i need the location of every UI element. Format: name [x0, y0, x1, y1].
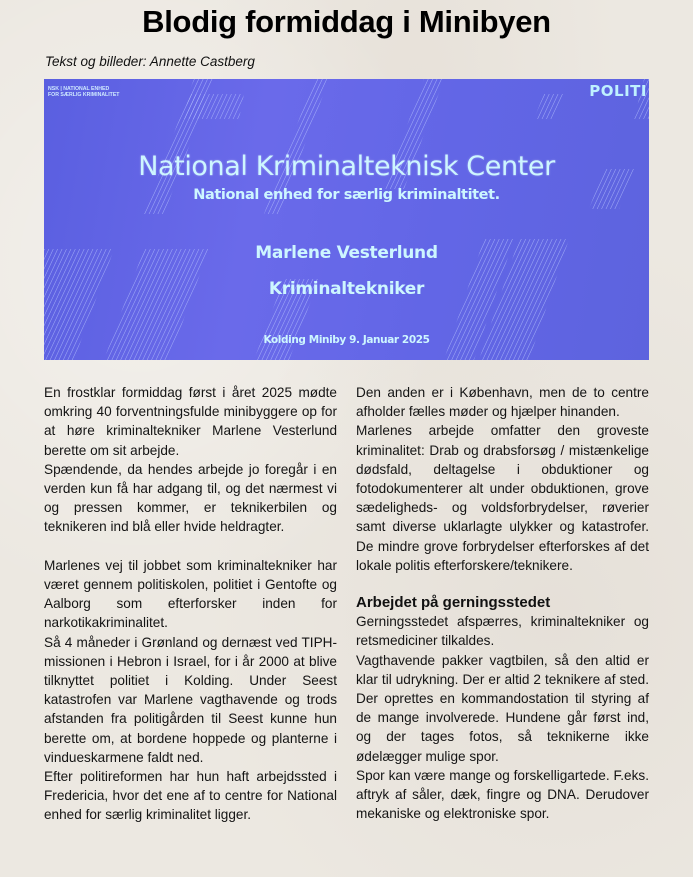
paragraph: Gerningsstedet afspærres, kriminaltekniker og retsmediciner tilkaldes. — [356, 614, 649, 649]
slide-heading: National Kriminalteknisk Center — [138, 151, 555, 182]
slide-event-date: Kolding Miniby 9. Januar 2025 — [263, 334, 430, 346]
stripe-band — [184, 94, 244, 119]
paragraph: En frostklar formiddag først i året 2025 mødte omkring 40 forventningsfulde minibyggere op for at høre kriminaltekniker Marlene Vesterlund berette om sit arbejde. — [44, 385, 337, 458]
paragraph: Marlenes vej til jobbet som kriminaltekniker har været gennem politiskolen, politiet i Gentofte og Aalborg som efterforsker inden for narkotikakriminalitet. — [44, 557, 337, 631]
slide-speaker-name: Marlene Vesterlund — [255, 243, 438, 263]
paragraph-spacer — [44, 537, 337, 556]
paragraph: Vagthavende pakker vagtbilen, så den altid er klar til udrykning. Der er altid 2 teknikere af sted. Der oprettes en kommandostation til styring af de mange involverede. Hundene går først ind, og der tages fotos, så teknikerne ikke ødelægger mulige spor. — [356, 652, 649, 764]
slide-org-label — [48, 86, 128, 98]
slide-subheading: National enhed for særlig kriminaltitet. — [193, 187, 500, 203]
paragraph: Spor kan være mange og forskelligartede. F.eks. aftryk af såler, dæk, fingre og DNA. Derudover mekaniske og elektroniske spor. — [356, 767, 649, 822]
paragraph: Så 4 måneder i Grønland og dernæst ved TIPH-missionen i Hebron i Israel, for i år 2000 at blive tilknyttet politiet i Kolding. Under Seest katastrofen var Marlene vagthavende og trods afstanden fra politigården til Seest kunne hun berette om, at bordene hoppede og planterne i vindueskarmene faldt ned. — [44, 634, 337, 765]
article-byline: Tekst og billeder: Annette Castberg — [45, 54, 255, 69]
article-title: Blodig formiddag i Minibyen — [142, 4, 551, 39]
slide-stripe-pattern — [44, 79, 649, 360]
paragraph: Spændende, da hendes arbejde jo foregår i en verden kun få har adgang til, og det nærmest vi og pressen kommer, er teknikerbilen og teknikeren ind blå eller hvide heldragter. — [44, 461, 337, 535]
stripe-band — [534, 94, 564, 119]
slide-speaker-role: Kriminaltekniker — [268, 279, 425, 299]
slide-org-line2: FOR SÆRLIG KRIMINALITET — [48, 92, 120, 98]
slide-org-line1: NSK | NATIONAL ENHED — [48, 86, 110, 92]
paragraph: Efter politireformen har hun haft arbejdssted i Fredericia, hvor det ene af to centre for National enhed for særlig kriminalitet ligger. — [44, 769, 337, 823]
paragraph: Marlenes arbejde omfatter den groveste kriminalitet: Drab og drabsforsøg / mistænkelige dødsfald, deltagelse i obduktioner og fotodokumenterer alt under obduktionen, grove sædeligheds- og voldsforbrydelser, røverier samt diverse uklarlagte ulykker og katastrofer. De mindre grove forbrydelser efterforskes af det lokale politis efterforskere/teknikere. — [356, 423, 649, 573]
paragraph-spacer — [356, 575, 649, 593]
article-photo-slide — [44, 79, 649, 360]
article-column-left — [44, 383, 337, 825]
article-column-right — [356, 383, 649, 823]
politi-logo: POLITI — [589, 82, 647, 100]
paragraph: Den anden er i København, men de to centre afholder fælles møder og hjælper hinanden. — [356, 385, 649, 420]
section-heading: Arbejdet på gerningsstedet — [356, 594, 551, 612]
